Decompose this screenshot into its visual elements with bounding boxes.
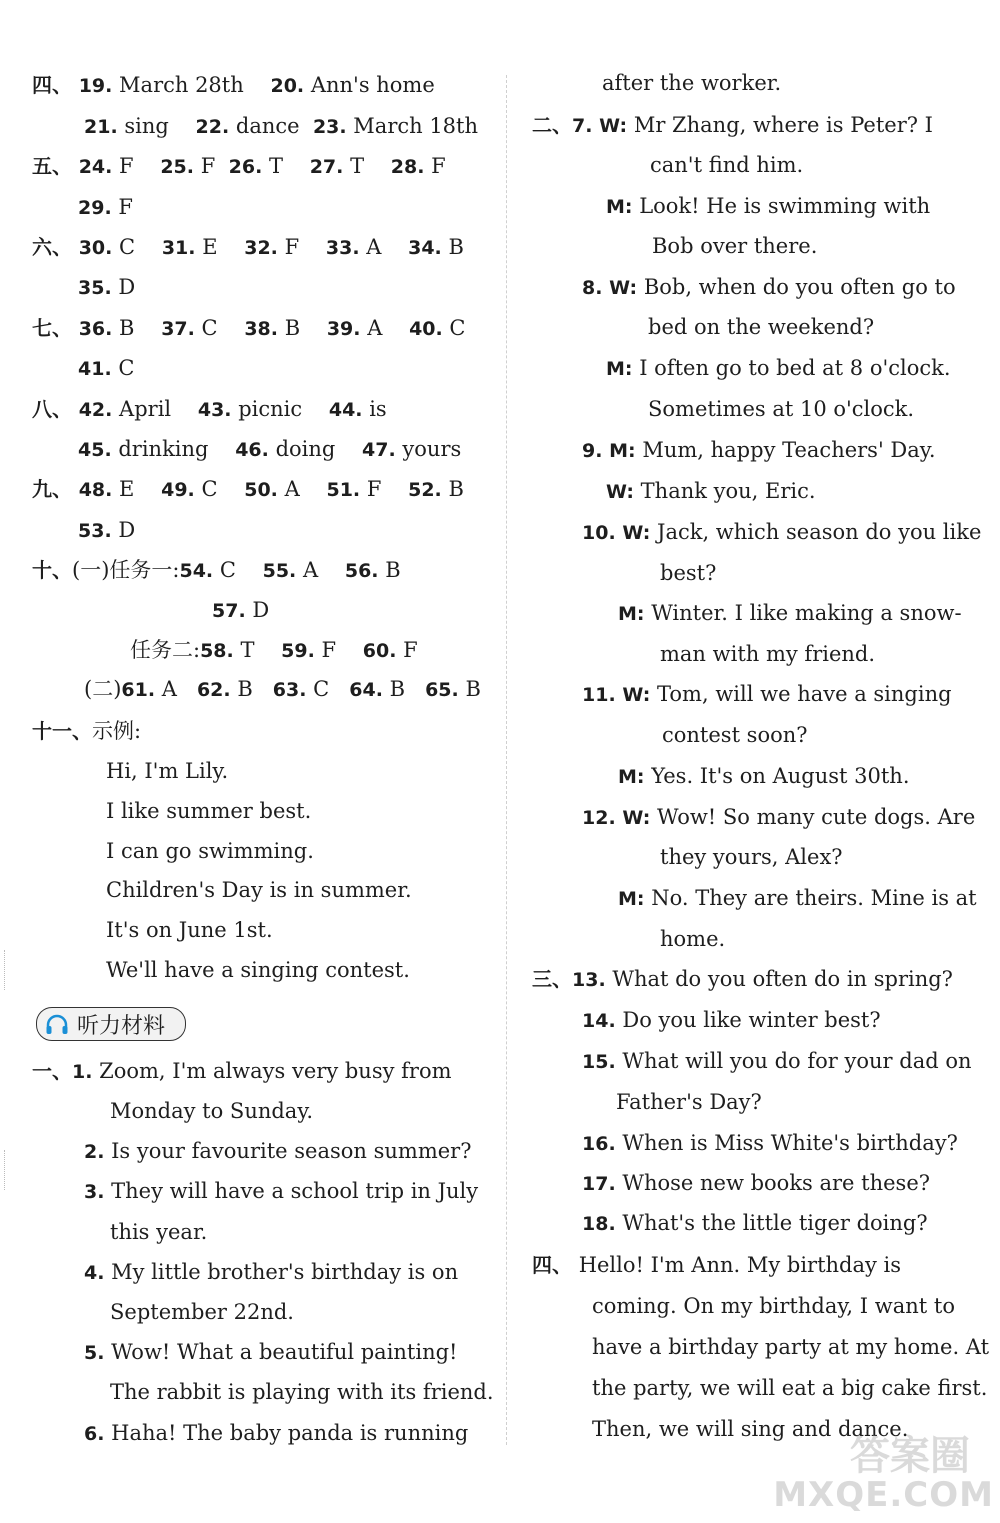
dialogue-line: Sometimes at 10 o'clock. — [648, 397, 915, 421]
sample-line: It's on June 1st. — [106, 918, 273, 942]
watermark: MXQE.COM — [773, 1475, 994, 1515]
dialogue-line: W: Thank you, Eric. — [606, 479, 816, 503]
dialogue-line: 9. M: Mum, happy Teachers' Day. — [582, 438, 936, 462]
listening-item: 15. What will you do for your dad on — [582, 1049, 972, 1073]
sample-line: I like summer best. — [106, 799, 312, 823]
answer-line: 57. D — [212, 598, 270, 622]
passage-line: Then, we will sing and dance. — [592, 1417, 909, 1441]
answer-line: 四、 19. March 28th 20. Ann's home — [32, 73, 435, 97]
listening-item: 14. Do you like winter best? — [582, 1008, 881, 1032]
column-divider — [506, 75, 507, 1445]
sample-line: I can go swimming. — [106, 839, 314, 863]
dialogue-line: man with my friend. — [660, 642, 876, 666]
passage-line: have a birthday party at my home. At — [592, 1335, 990, 1359]
dialogue-line: M: Look! He is swimming with — [606, 194, 931, 218]
headphones-icon — [45, 1014, 69, 1041]
answer-line: 53. D — [78, 518, 136, 542]
dialogue-line: 8. W: Bob, when do you often go to — [582, 275, 956, 299]
listening-item: 17. Whose new books are these? — [582, 1171, 931, 1195]
dialogue-line: M: I often go to bed at 8 o'clock. — [606, 356, 951, 380]
dialogue-line: bed on the weekend? — [648, 315, 875, 339]
listening-item: 6. Haha! The baby panda is running — [84, 1421, 469, 1445]
answer-line: 八、 42. April 43. picnic 44. is — [32, 397, 387, 421]
answer-line: 六、 30. C 31. E 32. F 33. A 34. B — [32, 235, 464, 259]
passage-line: 四、 Hello! I'm Ann. My birthday is — [532, 1253, 902, 1277]
answer-line: 任务二:58. T 59. F 60. F — [130, 638, 418, 662]
listening-item: 16. When is Miss White's birthday? — [582, 1131, 958, 1155]
listening-item: 三、13. What do you often do in spring? — [532, 967, 953, 991]
answer-line: 21. sing 22. dance 23. March 18th — [84, 114, 479, 138]
answer-line: 五、 24. F 25. F 26. T 27. T 28. F — [32, 154, 446, 178]
listening-header — [36, 1007, 186, 1041]
answer-line: 十一、示例: — [32, 719, 142, 743]
answer-line: (二)61. A 62. B 63. C 64. B 65. B — [84, 677, 481, 701]
answer-line: 29. F — [78, 195, 133, 219]
dialogue-line: M: Yes. It's on August 30th. — [618, 764, 910, 788]
listening-item: 一、1. Zoom, I'm always very busy from — [32, 1059, 452, 1083]
dialogue-line: contest soon? — [662, 723, 808, 747]
answer-line: 九、 48. E 49. C 50. A 51. F 52. B — [32, 477, 464, 501]
dialogue-line: Bob over there. — [652, 234, 818, 258]
answer-line: 35. D — [78, 275, 136, 299]
listening-title: 听力材料 — [77, 1014, 166, 1039]
dialogue-line: M: Winter. I like making a snow- — [618, 601, 962, 625]
sample-line: We'll have a singing contest. — [106, 958, 410, 982]
passage-line: coming. On my birthday, I want to — [592, 1294, 955, 1318]
sample-line: Children's Day is in summer. — [106, 878, 412, 902]
listening-item: 5. Wow! What a beautiful painting! — [84, 1340, 458, 1364]
listening-line: Father's Day? — [616, 1090, 762, 1114]
listening-line: this year. — [110, 1220, 208, 1244]
dialogue-line: best? — [660, 561, 717, 585]
dialogue-line: 二、7. W: Mr Zhang, where is Peter? I — [532, 113, 933, 137]
dialogue-line: home. — [660, 927, 726, 951]
binding-dots — [4, 950, 5, 990]
dialogue-line: M: No. They are theirs. Mine is at — [618, 886, 977, 910]
dialogue-line: 11. W: Tom, will we have a singing — [582, 682, 952, 706]
listening-item: 3. They will have a school trip in July — [84, 1179, 479, 1203]
dialogue-line: 10. W: Jack, which season do you like — [582, 520, 982, 544]
dialogue-line: 12. W: Wow! So many cute dogs. Are — [582, 805, 976, 829]
answer-line: 45. drinking 46. doing 47. yours — [78, 437, 462, 461]
listening-item: 18. What's the little tiger doing? — [582, 1211, 928, 1235]
binding-dots — [4, 1150, 5, 1190]
answer-line: 十、(一)任务一:54. C 55. A 56. B — [32, 558, 401, 582]
listening-line: Monday to Sunday. — [110, 1099, 314, 1123]
listening-item: 2. Is your favourite season summer? — [84, 1139, 472, 1163]
listening-item: 4. My little brother's birthday is on — [84, 1260, 459, 1284]
answer-line: 41. C — [78, 356, 135, 380]
dialogue-line: they yours, Alex? — [660, 845, 843, 869]
listening-line: September 22nd. — [110, 1300, 294, 1324]
listening-line: after the worker. — [602, 71, 782, 95]
sample-line: Hi, I'm Lily. — [106, 759, 229, 783]
answer-line: 七、 36. B 37. C 38. B 39. A 40. C — [32, 316, 466, 340]
listening-line: The rabbit is playing with its friend. — [110, 1380, 494, 1404]
dialogue-line: can't find him. — [650, 153, 804, 177]
watermark-logo: 答案圈 — [850, 1433, 970, 1479]
passage-line: the party, we will eat a big cake first. — [592, 1376, 988, 1400]
